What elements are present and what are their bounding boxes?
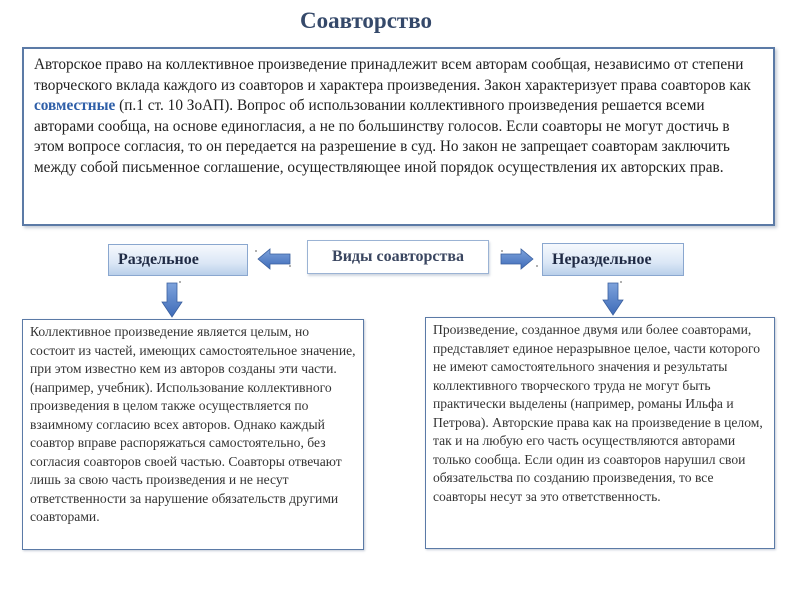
intro-text-box <box>22 47 775 226</box>
separate-description-box: Коллективное произведение является целым, но состоит из частей, имеющих самостоятельное значение, при этом известно кем из авторов созданы эти части. (например, учебник). Использование коллективного произведения в целом также осуществляется по взаимному согласию всех авторов. Однако каждый соавтор вправе распоряжаться самостоятельно, без согласия соавторов своей частью. Соавторы отвечают лишь за свою часть произведения и не несут ответственности за нарушение обязательств другими соавторами. <box>22 319 364 550</box>
arrow-right-icon <box>501 249 533 269</box>
arrow-down-left-icon <box>162 283 182 317</box>
joint-description-box: Произведение, созданное двумя или более соавторами, представляет единое неразрывное целое, части которого не имеют самостоятельного значения и результаты коллективного творческого труда не могут быть практически выделены (например, романы Ильфа и Петрова). Авторские права как на произведение в целом, так и на любую его часть осуществляются авторами только сообща. Если один из соавторов нарушил свои обязательства по созданию произведения, то все соавторы несут за это ответственность. <box>425 317 775 549</box>
page-title: Соавторство <box>299 8 432 33</box>
intro-text-part2: (п.1 ст. 10 ЗоАП). Вопрос об использовании коллективного произведения решается всеми авторами сообща, на основе единогласия, а не по большинству голосов. Если соавторы не могут достичь в этом вопросе согласия, то он передается на разрешение в суд. Но закон не запрещает соавторам заключить между собой письменное соглашение, осуществляющее иной порядок осуществления их авторских прав. <box>34 97 730 176</box>
intro-text-part1: Авторское право на коллективное произведение принадлежит всем авторам сообщая, независимо от степени творческого вклада каждого из соавторов и характера произведения. Закон характеризует права соавторов как <box>34 56 751 94</box>
intro-highlight-joint: совместные <box>34 97 116 114</box>
arrow-down-right-icon <box>603 283 623 315</box>
joint-coauthorship-label: Нераздельное <box>542 243 684 276</box>
separate-coauthorship-label: Раздельное <box>108 244 248 276</box>
coauthorship-types-label: Виды соавторства <box>307 240 489 274</box>
arrow-left-icon <box>258 249 290 269</box>
